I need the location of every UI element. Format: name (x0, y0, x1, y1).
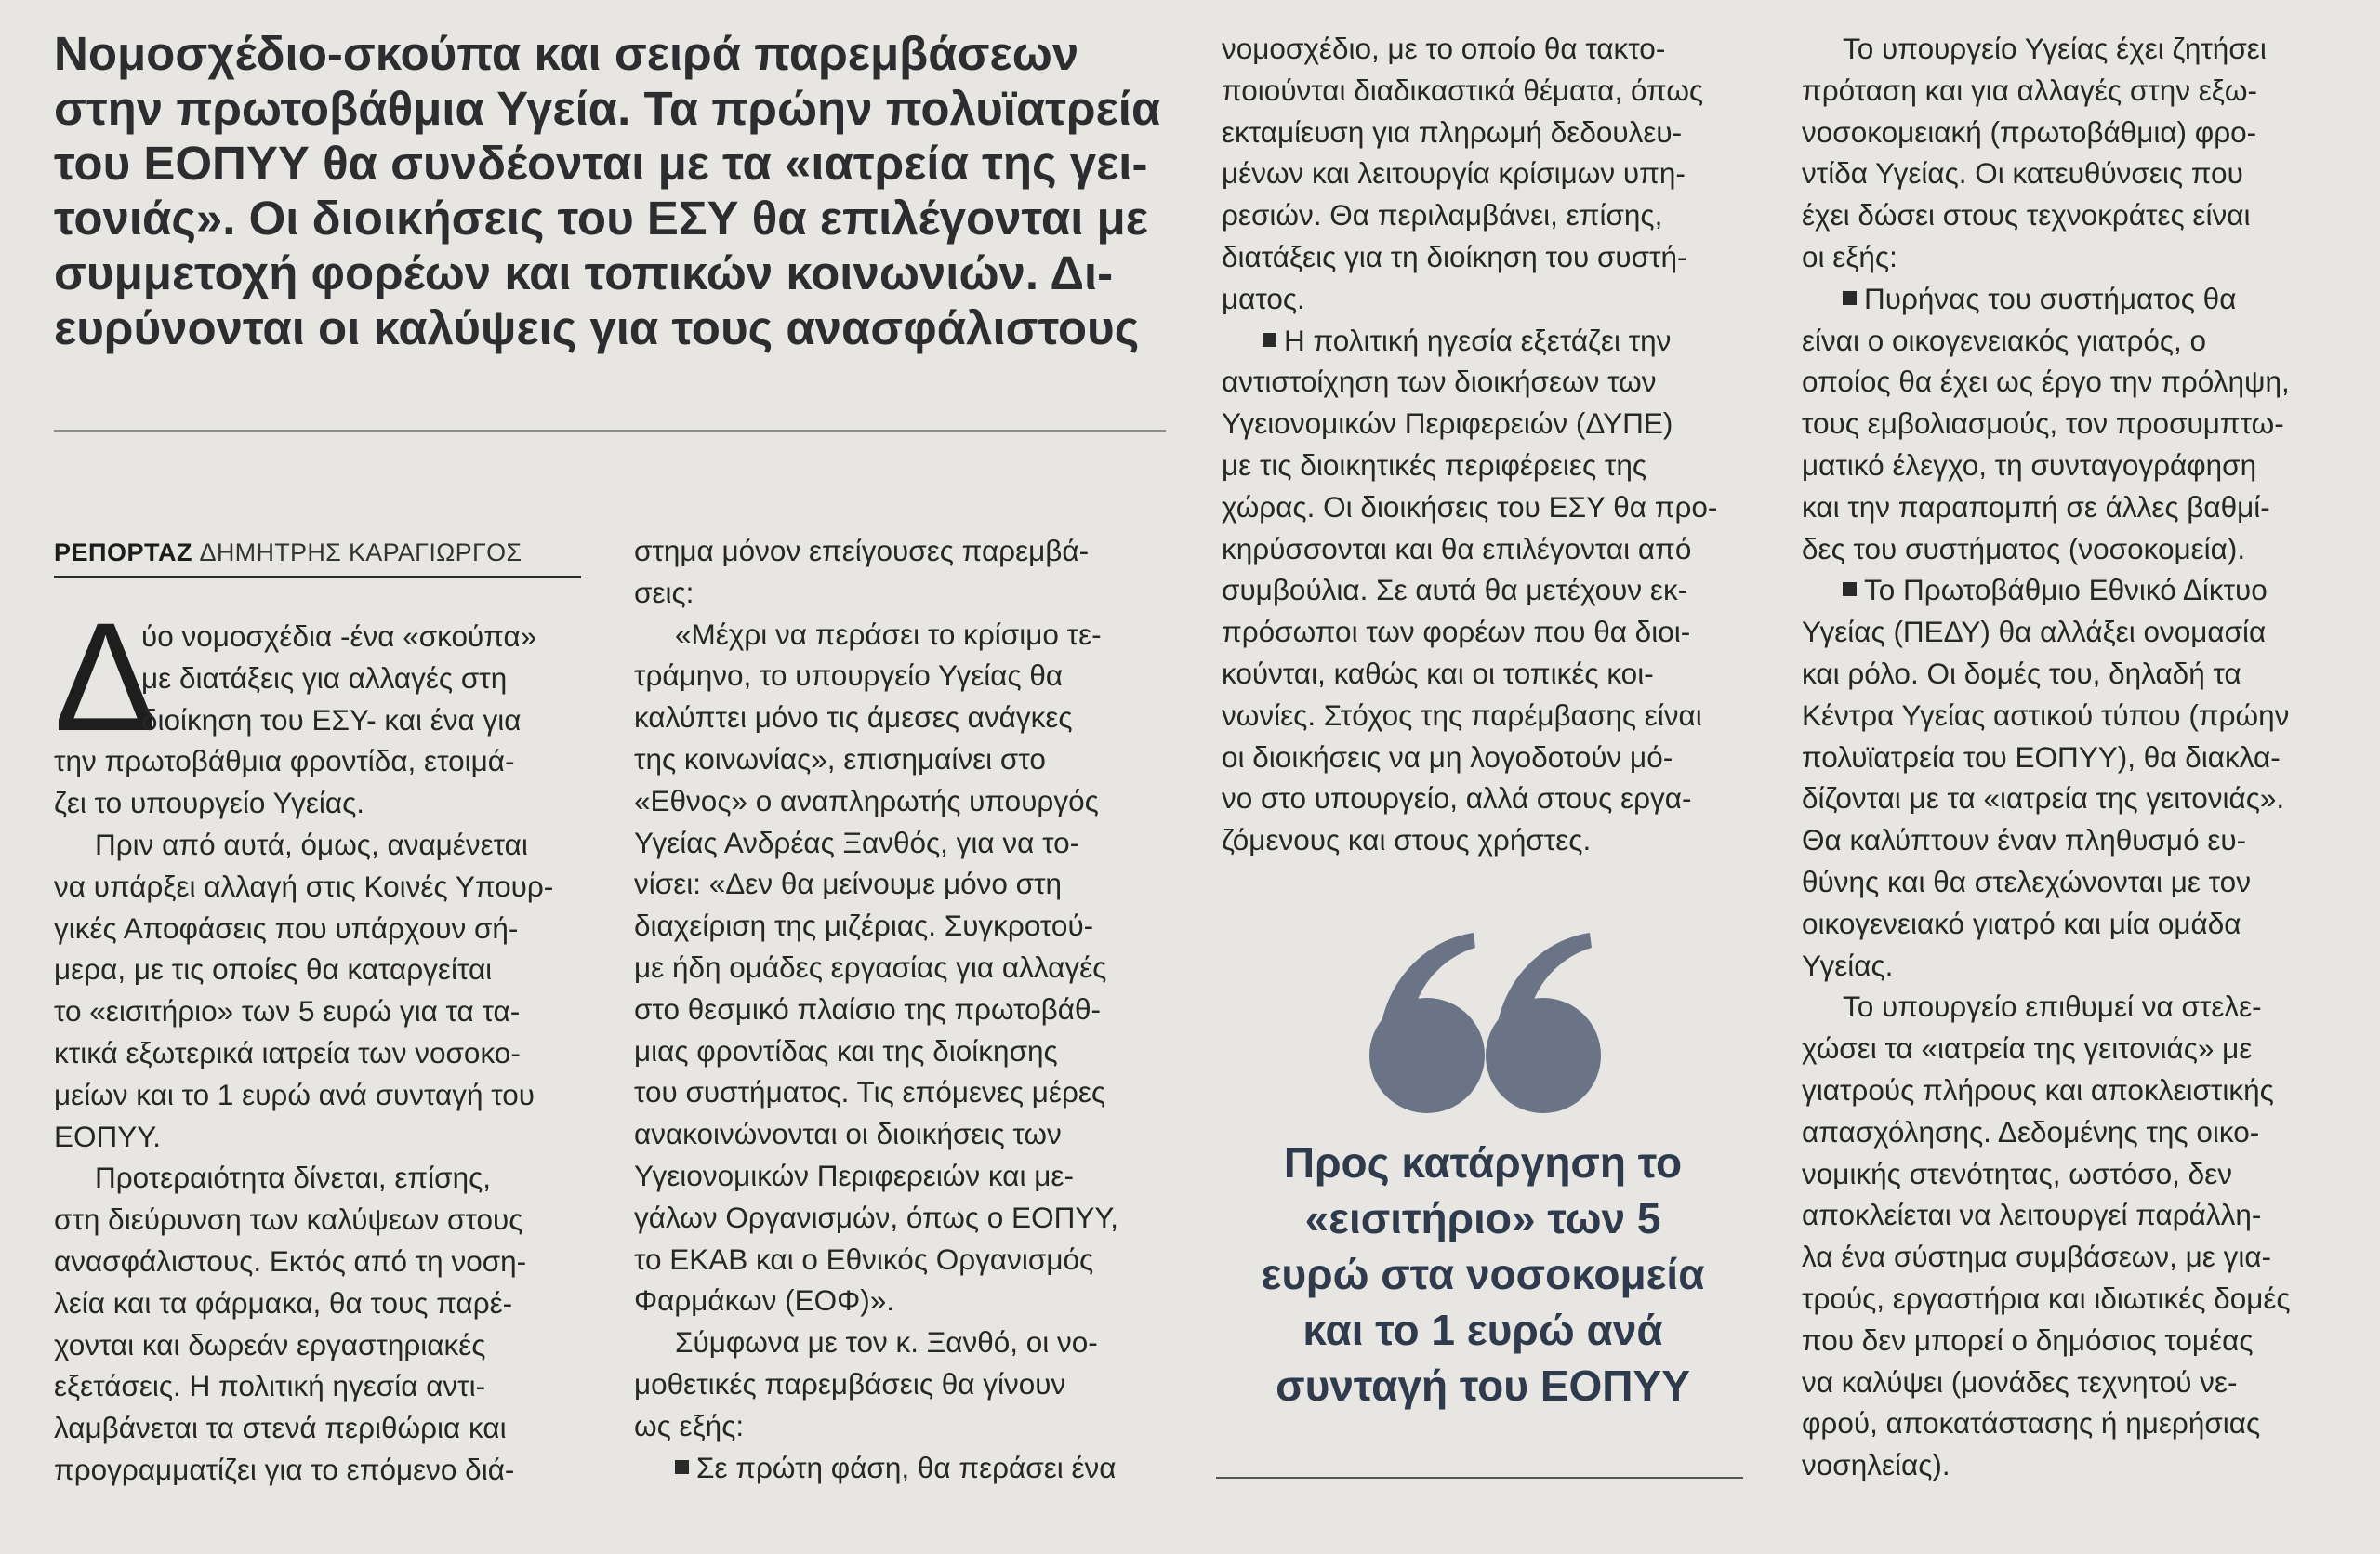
article-headline (54, 26, 1170, 355)
column-1 (54, 591, 584, 1491)
pull-quote-divider (1216, 1477, 1743, 1479)
text-line: που δεν μπορεί ο δημόσιος τομέας (1802, 1322, 2254, 1357)
text-line: διατάξεις για τη διοίκηση του συστή- (1222, 239, 1687, 273)
text-line: νο στο υπουργείο, αλλά στους εργα- (1222, 781, 1692, 816)
text-line: στη διεύρυνση των καλύψεων στους (54, 1202, 523, 1237)
text-line: στημα μόνον επείγουσες παρεμβά- (634, 534, 1090, 567)
bullet-square-icon (1843, 291, 1857, 305)
text-line: γικές Αποφάσεις που υπάρχουν σή- (54, 910, 519, 945)
bullet-square-icon (1263, 333, 1276, 347)
text-line: συμβούλια. Σε αυτά θα μετέχουν εκ- (1222, 573, 1688, 607)
text-line: νομικής στενότητας, ωστόσο, δεν (1802, 1156, 2233, 1190)
byline (54, 537, 581, 578)
text-line: μιας φροντίδας και της διοίκησης (634, 1033, 1058, 1068)
text-line: το ΕΚΑΒ και ο Εθνικός Οργανισμός (634, 1242, 1094, 1276)
text-line: χονται και δωρεάν εργαστηριακές (54, 1327, 486, 1361)
text-line: ματος. (1222, 281, 1305, 315)
text-line: την πρωτοβάθμια φροντίδα, ετοιμά- (54, 744, 515, 778)
text-line: πρόσωποι των φορέων που θα διοι- (1222, 615, 1691, 649)
text-line: οι εξής: (1802, 239, 1897, 273)
text-line: Πυρήνας του συστήματος θα (1864, 281, 2237, 315)
pull-quote (1218, 1135, 1748, 1414)
text-line: διοίκηση του ΕΣΥ- και ένα για (141, 702, 522, 737)
text-line: γάλων Οργανισμών, όπως ο ΕΟΠΥΥ, (634, 1200, 1119, 1234)
bullet-line (1802, 278, 2341, 320)
bullet-square-icon (675, 1460, 689, 1474)
text-line: ποιούνται διαδικαστικά θέματα, όπως (1222, 73, 1704, 107)
pull-quote-line: «εισιτήριο» των 5 (1304, 1194, 1661, 1242)
text-line: εξετάσεις. Η πολιτική ηγεσία αντι- (54, 1369, 486, 1403)
headline-line: συμμετοχή φορέων και τοπικών κοινωνιών. Δι- (54, 246, 1114, 299)
text-line: του συστήματος. Τις επόμενες μέρες (634, 1075, 1106, 1109)
pull-quote-line: Προς κατάργηση το (1283, 1138, 1683, 1187)
text-line: μείων και το 1 ευρώ ανά συνταγή του (54, 1077, 535, 1111)
text-line: είναι ο οικογενειακός γιατρός, ο (1802, 323, 2207, 357)
text-line: μένων και λειτουργία κρίσιμων υπη- (1222, 156, 1686, 191)
headline-line: ευρύνονται οι καλύψεις για τους ανασφάλιστους (54, 301, 1140, 354)
text-line: λαμβάνεται τα στενά περιθώρια και (54, 1411, 507, 1445)
text-line: οικογενειακό γιατρό και μία ομάδα (1802, 906, 2241, 940)
text-line: με διατάξεις για αλλαγές στη (141, 660, 508, 695)
text-line: της κοινωνίας», επισημαίνει στο (634, 741, 1046, 776)
text-line: γιατρούς πλήρους και αποκλειστικής (1802, 1072, 2274, 1107)
text-line: Το υπουργείο επιθυμεί να στελε- (1843, 990, 2262, 1024)
quotation-mark-icon (1353, 916, 1613, 1130)
text-line: μοθετικές παρεμβάσεις θα γίνουν (634, 1366, 1066, 1401)
text-line: στο θεσμικό πλαίσιο της πρωτοβάθ- (634, 991, 1101, 1026)
text-line: αποκλείεται να λειτουργεί παράλλη- (1802, 1198, 2262, 1232)
headline-line: Νομοσχέδιο-σκούπα και σειρά παρεμβάσεων (54, 27, 1079, 80)
text-line: νίσει: «Δεν θα μείνουμε μόνο στη (634, 867, 1063, 901)
text-line: αντιστοίχηση των διοικήσεων των (1222, 365, 1657, 399)
text-line: Το Πρωτοβάθμιο Εθνικό Δίκτυο (1864, 573, 2268, 607)
text-line: οι διοικήσεις να μη λογοδοτούν μό- (1222, 739, 1673, 774)
text-line: ρεσιών. Θα περιλαμβάνει, επίσης, (1222, 198, 1663, 232)
bullet-line (1802, 569, 2341, 611)
text-line: δες του συστήματος (νοσοκομεία). (1802, 531, 2246, 565)
text-line: Φαρμάκων (ΕΟΦ)». (634, 1283, 894, 1318)
text-line: Η πολιτική ηγεσία εξετάζει την (1284, 323, 1672, 357)
headline-line: του ΕΟΠΥΥ θα συνδέονται με τα «ιατρεία της γει- (54, 137, 1148, 190)
text-line: κτικά εξωτερικά ιατρεία των νοσοκο- (54, 1035, 521, 1069)
text-line: Το υπουργείο Υγείας έχει ζητήσει (1843, 32, 2267, 65)
text-line: μερα, με τις οποίες θα καταργείται (54, 952, 493, 987)
text-line: σεις: (634, 575, 694, 609)
bullet-line (634, 1447, 1166, 1489)
text-line: χώρας. Οι διοικήσεις του ΕΣΥ θα προ- (1222, 489, 1718, 524)
pull-quote-line: ευρώ στα νοσοκομεία (1261, 1250, 1705, 1298)
text-line: δίζονται με τα «ιατρεία της γειτονιάς». (1802, 781, 2285, 816)
text-line: προγραμματίζει για το επόμενο διά- (54, 1452, 515, 1486)
text-line: ματικό έλεγχο, τη συνταγογράφηση (1802, 447, 2257, 482)
text-line: πολυϊατρεία του ΕΟΠΥΥ), θα διακλα- (1802, 739, 2281, 774)
text-line: Υγειονομικών Περιφερειών και με- (634, 1158, 1074, 1192)
text-line: θύνης και θα στελεχώνονται με τον (1802, 864, 2251, 898)
text-line: Σε πρώτη φάση, θα περάσει ένα (696, 1450, 1117, 1484)
text-line: τράμηνο, το υπουργείο Υγείας θα (634, 658, 1064, 693)
bullet-line (1222, 320, 1761, 362)
text-line: Υγείας. (1802, 948, 1894, 982)
headline-line: τονιάς». Οι διοικήσεις του ΕΣΥ θα επιλέγονται με (54, 192, 1148, 245)
text-line: λεία και τα φάρμακα, θα τους παρέ- (54, 1285, 513, 1320)
text-line: Κέντρα Υγείας αστικού τύπου (πρώην (1802, 697, 2290, 732)
text-line: έχει δώσει στους τεχνοκράτες είναι (1802, 198, 2251, 232)
column-3 (1222, 28, 1761, 861)
drop-cap: Δ (54, 591, 157, 764)
text-line: Υγειονομικών Περιφερειών (ΔΥΠΕ) (1222, 406, 1673, 441)
text-line: «Εθνος» ο αναπληρωτής υπουργός (634, 783, 1099, 817)
text-line: Σύμφωνα με τον κ. Ξανθό, οι νο- (675, 1325, 1098, 1360)
text-line: Υγείας Ανδρέας Ξανθός, για να το- (634, 825, 1080, 859)
text-line: και την παραπομπή σε άλλες βαθμί- (1802, 489, 2270, 524)
text-line: και ρόλο. Οι δομές του, δηλαδή τα (1802, 656, 2241, 690)
text-line: ντίδα Υγείας. Οι κατευθύνσεις που (1802, 156, 2243, 191)
byline-author: ΔΗΜΗΤΡΗΣ ΚΑΡΑΓΙΩΡΓΟΣ (199, 538, 522, 566)
column-2 (634, 530, 1166, 1488)
text-line: τρούς, εργαστήρια και ιδιωτικές δομές (1802, 1281, 2291, 1315)
text-line: νοσοκομειακή (πρωτοβάθμια) φρο- (1802, 114, 2257, 149)
headline-divider (54, 430, 1166, 432)
text-line: κούνται, καθώς και οι τοπικές κοι- (1222, 656, 1654, 690)
text-line: ζόμενους και στους χρήστες. (1222, 823, 1592, 857)
text-line: Προτεραιότητα δίνεται, επίσης, (95, 1161, 492, 1195)
text-line: καλύπτει μόνο τις άμεσες ανάγκες (634, 700, 1073, 735)
text-line: Θα καλύπτουν έναν πληθυσμό ευ- (1802, 823, 2247, 857)
text-line: φρού, αποκατάστασης ή ημερήσιας (1802, 1406, 2261, 1441)
text-line: ανακοινώνονται οι διοικήσεις των (634, 1117, 1062, 1151)
text-line: Υγείας (ΠΕΔΥ) θα αλλάξει ονομασία (1802, 615, 2267, 649)
pull-quote-line: και το 1 ευρώ ανά (1302, 1306, 1663, 1354)
text-line: να καλύψει (μονάδες τεχνητού νε- (1802, 1364, 2238, 1399)
text-line: το «εισιτήριο» των 5 ευρώ για τα τα- (54, 994, 521, 1029)
text-line: με ήδη ομάδες εργασίας για αλλαγές (634, 950, 1107, 984)
text-line: ως εξής: (634, 1408, 745, 1442)
text-line: νομοσχέδιο, με το οποίο θα τακτο- (1222, 32, 1666, 65)
text-line: οποίος θα έχει ως έργο την πρόληψη, (1802, 365, 2290, 399)
text-line: διαχείριση της μιζέριας. Συγκροτού- (634, 909, 1094, 943)
bullet-square-icon (1843, 582, 1857, 596)
text-line: εκταμίευση για πληρωμή δεδουλευ- (1222, 114, 1683, 149)
text-line: νοσηλείας). (1802, 1448, 1950, 1482)
text-line: να υπάρξει αλλαγή στις Κοινές Υπουρ- (54, 869, 554, 903)
text-line: «Μέχρι να περάσει το κρίσιμο τε- (675, 617, 1102, 651)
text-line: ύο νομοσχέδια -ένα «σκούπα» (141, 619, 537, 653)
text-line: απασχόλησης. Δεδομένης της οικο- (1802, 1114, 2260, 1149)
text-line: με τις διοικητικές περιφέρειες της (1222, 447, 1647, 482)
text-line: ζει το υπουργείο Υγείας. (54, 786, 365, 820)
text-line: τους εμβολιασμούς, τον προσυμπτω- (1802, 406, 2284, 441)
text-line: χώσει τα «ιατρεία της γειτονιάς» με (1802, 1031, 2253, 1066)
text-line: πρόταση και για αλλαγές στην εξω- (1802, 73, 2257, 107)
byline-label: ΡΕΠΟΡΤΑΖ (54, 538, 193, 566)
column-4 (1802, 28, 2341, 1486)
text-line: ανασφάλιστους. Εκτός από τη νοση- (54, 1243, 527, 1278)
text-line: Πριν από αυτά, όμως, αναμένεται (95, 827, 528, 861)
text-line: ΕΟΠΥΥ. (54, 1119, 162, 1153)
text-line: λα ένα σύστημα συμβάσεων, με για- (1802, 1240, 2272, 1274)
pull-quote-line: συνταγή του ΕΟΠΥΥ (1276, 1361, 1690, 1410)
text-line: κηρύσσονται και θα επιλέγονται από (1222, 531, 1692, 565)
text-line: νωνίες. Στόχος της παρέμβασης είναι (1222, 697, 1702, 732)
headline-line: στην πρωτοβάθμια Υγεία. Τα πρώην πολυϊατρεία (54, 82, 1161, 135)
